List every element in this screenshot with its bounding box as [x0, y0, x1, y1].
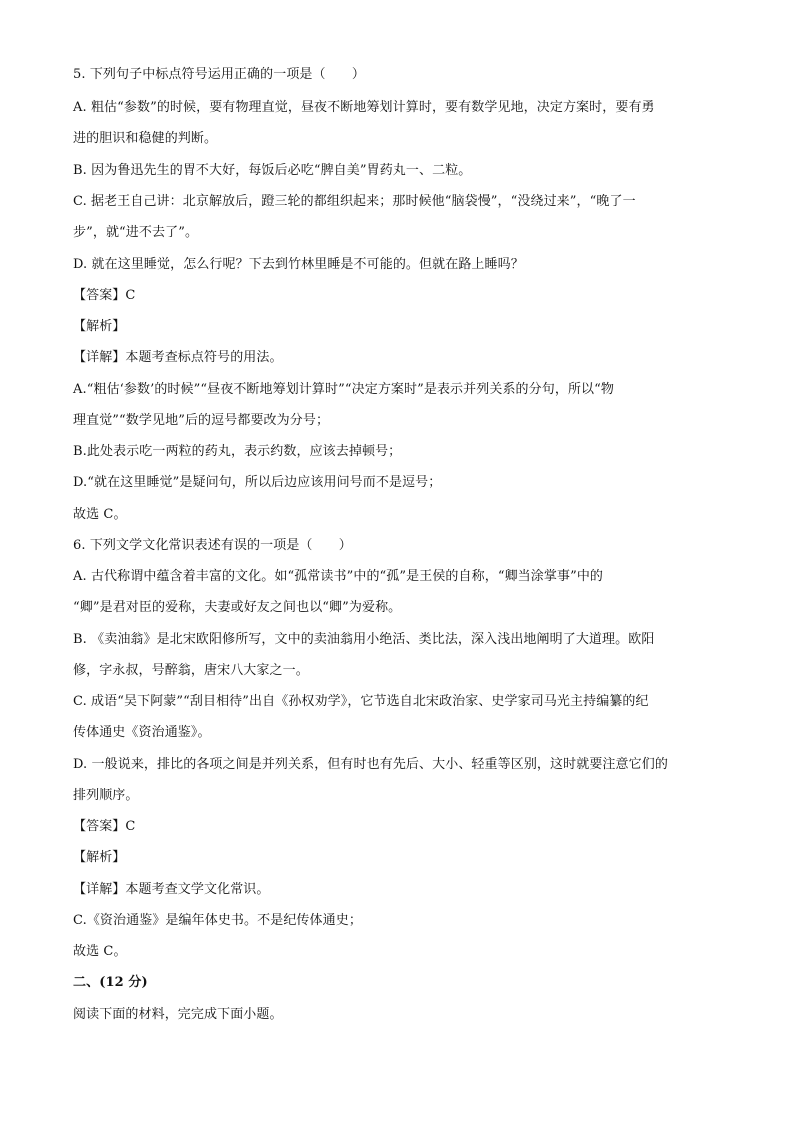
question-5-option-c: C. 据老王自己讲：北京解放后，蹬三轮的都组织起来；那时候他“脑袋慢”，“没绕过来”，“晚了一 [73, 194, 636, 209]
question-6-explain-c: C.《资治通鉴》是编年体史书。不是纪传体通史； [73, 913, 362, 928]
question-6-option-b-cont: 修，字永叔，号醉翁，唐宋八大家之一。 [73, 663, 309, 678]
question-5-explain-b: B.此处表示吃一两粒的药丸，表示约数，应该去掉顿号； [73, 444, 402, 459]
question-5-option-a: A. 粗估“参数”的时候，要有物理直觉，昼夜不断地筹划计算时，要有数学见地，决定方案时，要有勇 [73, 100, 655, 115]
question-5-stem: 5. 下列句子中标点符号运用正确的一项是（ ） [73, 67, 365, 82]
question-5-option-a-cont: 进的胆识和稳健的判断。 [73, 131, 218, 146]
question-6-option-c: C. 成语“吴下阿蒙”“刮目相待”出自《孙权劝学》，它节选自北宋政治家、史学家司马光主持编纂的纪 [73, 694, 649, 709]
question-5-explain-a-cont: 理直觉”“数学见地”后的逗号都要改为分号； [73, 413, 330, 428]
question-6-choose: 故选 C。 [73, 944, 127, 959]
question-5-option-b: B. 因为鲁迅先生的胃不大好，每饭后必吃“脾自美”胃药丸一、二粒。 [73, 163, 472, 178]
question-5-explain-a: A.“粗估‘参数’的时候”“昼夜不断地筹划计算时”“决定方案时”是表示并列关系的分句，所以“物 [73, 382, 615, 397]
question-6-option-b: B. 《卖油翁》是北宋欧阳修所写，文中的卖油翁用小绝活、类比法，深入浅出地阐明了大道理。欧阳 [73, 632, 655, 647]
question-6-option-c-cont: 传体通史《资治通鉴》。 [73, 725, 211, 740]
question-6-detail: 【详解】本题考查文学文化常识。 [73, 882, 270, 897]
question-6-analysis-heading: 【解析】 [73, 850, 126, 865]
question-6-option-a-cont: “卿”是君对臣的爱称，夫妻或好友之间也以“卿”为爱称。 [73, 600, 402, 615]
question-5-detail: 【详解】本题考查标点符号的用法。 [73, 350, 283, 365]
question-5-analysis-heading: 【解析】 [73, 319, 126, 334]
section-2-title: 二、(12 分) [73, 975, 148, 990]
question-5-choose: 故选 C。 [73, 507, 127, 522]
question-5-option-d: D. 就在这里睡觉，怎么行呢？下去到竹林里睡是不可能的。但就在路上睡吗？ [73, 257, 524, 272]
question-6-option-a: A. 古代称谓中蕴含着丰富的文化。如“孤常读书”中的“孤”是王侯的自称，“卿当涂掌事”中的 [73, 569, 604, 584]
question-5-answer: 【答案】C [73, 288, 136, 303]
question-5-option-c-cont: 步”，就“进不去了”。 [73, 225, 199, 240]
section-2-instruction: 阅读下面的材料，完完成下面小题。 [73, 1007, 283, 1022]
question-6-option-d: D. 一般说来，排比的各项之间是并列关系，但有时也有先后、大小、轻重等区别，这时就要注意它们的 [73, 757, 668, 772]
question-6-option-d-cont: 排列顺序。 [73, 788, 139, 803]
question-5-explain-d: D.“就在这里睡觉”是疑问句，所以后边应该用问号而不是逗号； [73, 475, 442, 490]
question-6-answer: 【答案】C [73, 819, 136, 834]
question-6-stem: 6. 下列文学文化常识表述有误的一项是（ ） [73, 538, 352, 553]
